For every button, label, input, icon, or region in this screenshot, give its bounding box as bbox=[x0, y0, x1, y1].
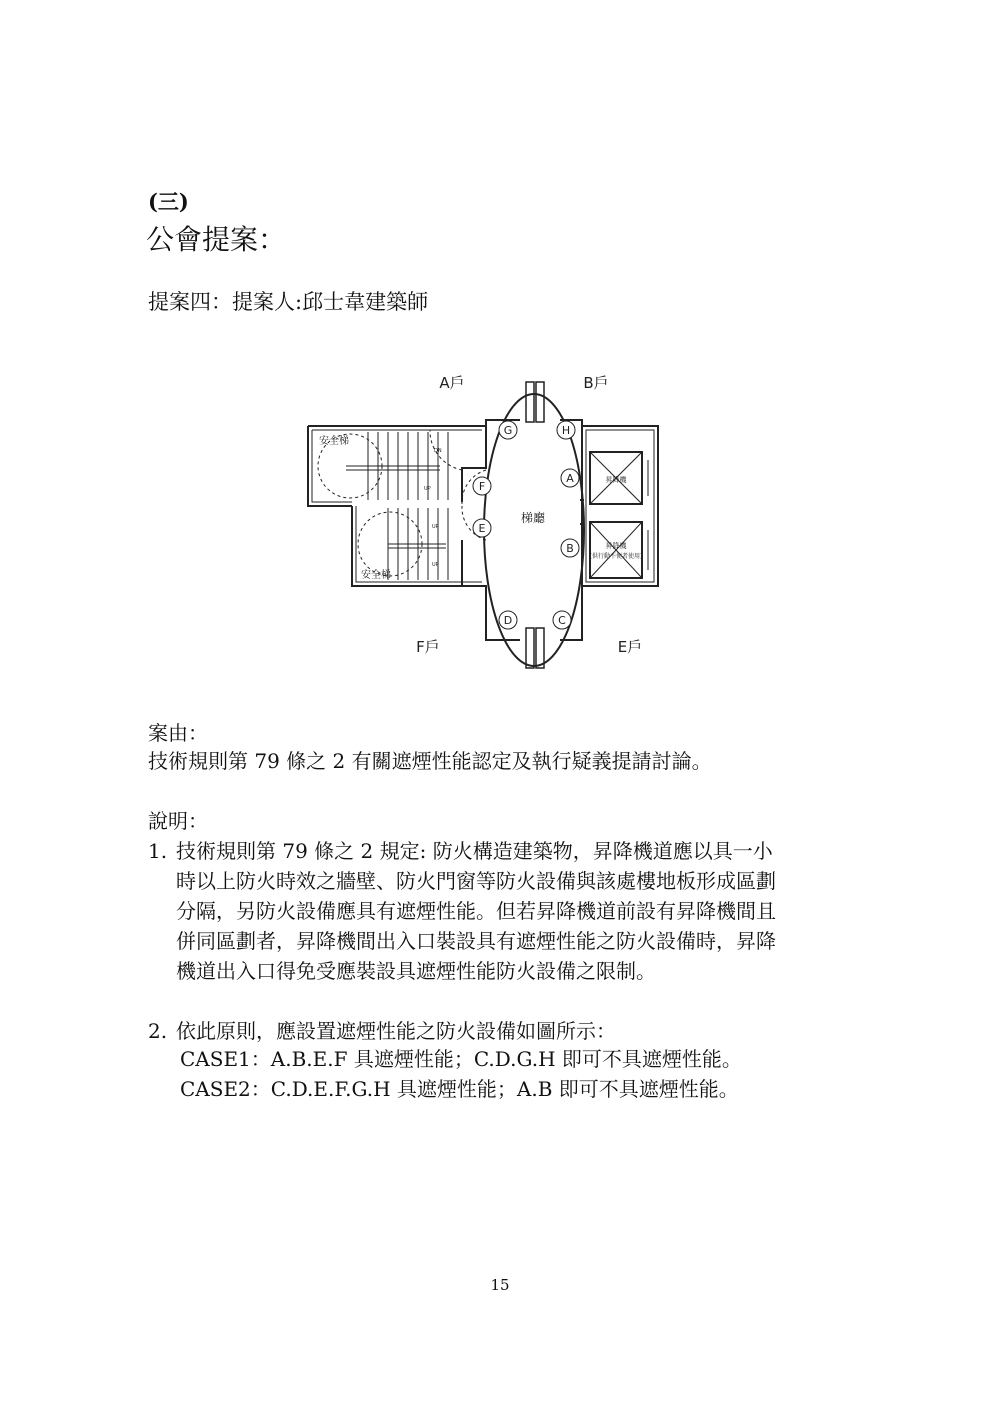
section-number: (三) bbox=[148, 189, 189, 214]
item-1-line: 分隔，另防火設備應具有遮煙性能。但若昇降機道前設有昇降機間且 bbox=[176, 899, 776, 923]
marker-b: B bbox=[566, 542, 574, 555]
stair-dn-mark: DN bbox=[434, 448, 442, 454]
item-1-line: 機道出入口得免受應裝設具遮煙性能防火設備之限制。 bbox=[176, 959, 656, 983]
item-2-lead: 依此原則，應設置遮煙性能之防火設備如圖所示： bbox=[176, 1019, 616, 1043]
case-2-text: CASE2：C.D.E.F.G.H 具遮煙性能；A.B 即可不具遮煙性能。 bbox=[180, 1077, 739, 1101]
stair-up-mark-1: UP bbox=[424, 486, 431, 492]
marker-a: A bbox=[566, 472, 574, 485]
floor-plan-diagram bbox=[300, 360, 700, 680]
marker-c: C bbox=[558, 614, 566, 627]
item-1-line: 技術規則第 79 條之 2 規定: 防火構造建築物，昇降機道應以具一小 bbox=[176, 839, 773, 863]
proposal-heading: 提案四：提案人:邱士韋建築師 bbox=[148, 290, 429, 314]
elevator-2-label: 昇降機 bbox=[605, 542, 627, 550]
elevator-2-note: (供行動不便者使用) bbox=[589, 553, 643, 560]
cause-text: 技術規則第 79 條之 2 有關遮煙性能認定及執行疑義提請討論。 bbox=[148, 749, 712, 773]
stair-bottom-label: 安全梯 bbox=[361, 570, 391, 581]
item-1-line: 時以上防火時效之牆壁、防火門窗等防火設備與該處樓地板形成區劃 bbox=[176, 869, 776, 893]
item-1-line: 併同區劃者，昇降機間出入口裝設具有遮煙性能之防火設備時，昇降 bbox=[176, 929, 776, 953]
stair-up-mark-2: UP bbox=[432, 524, 439, 530]
unit-b-label: B戶 bbox=[583, 374, 609, 392]
explanation-label: 說明： bbox=[148, 809, 208, 833]
case-1-text: CASE1：A.B.E.F 具遮煙性能；C.D.G.H 即可不具遮煙性能。 bbox=[180, 1047, 742, 1071]
section-title: 公會提案： bbox=[146, 223, 287, 256]
elevator-hall-label: 梯廳 bbox=[520, 511, 546, 525]
page-number: 15 bbox=[490, 1276, 510, 1294]
marker-h: H bbox=[561, 424, 571, 437]
unit-a-label: A戶 bbox=[439, 374, 465, 392]
cause-label: 案由： bbox=[148, 721, 208, 745]
marker-e: E bbox=[478, 522, 486, 535]
stair-top-label: 安全梯 bbox=[319, 436, 349, 447]
unit-e-label: E戶 bbox=[617, 638, 643, 656]
elevator-1-label: 昇降機 bbox=[605, 476, 627, 484]
item-1-number: 1. bbox=[148, 839, 168, 863]
unit-f-label: F戶 bbox=[416, 638, 440, 656]
marker-f: F bbox=[478, 480, 486, 493]
marker-d: D bbox=[503, 614, 513, 627]
marker-g: G bbox=[503, 424, 513, 437]
stair-up-mark-3: UP bbox=[432, 562, 439, 568]
item-2-number: 2. bbox=[148, 1019, 168, 1043]
